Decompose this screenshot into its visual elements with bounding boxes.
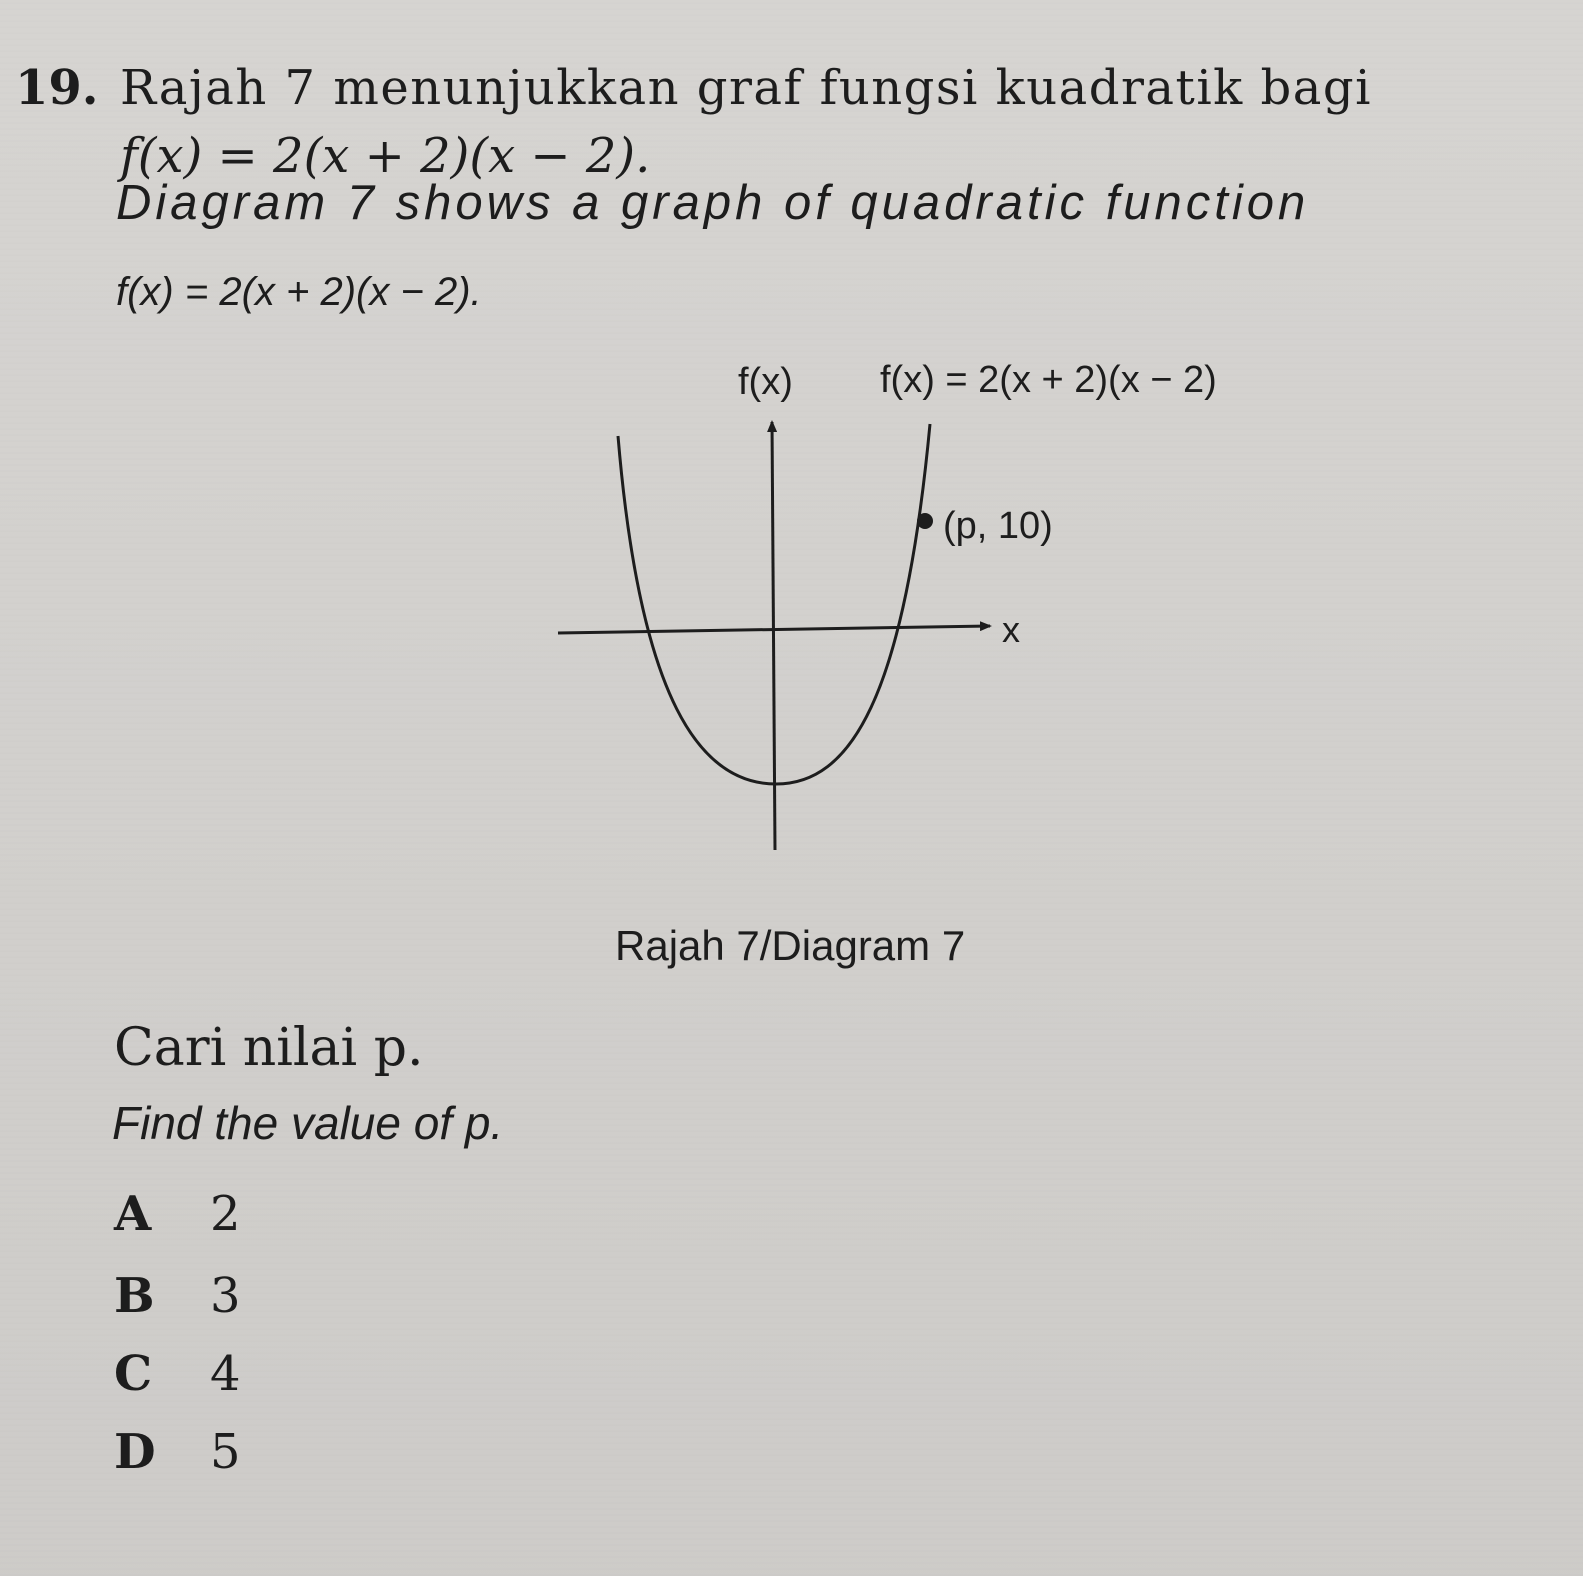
option-value: 4 [210, 1346, 241, 1402]
option-b[interactable] [114, 1268, 241, 1324]
prompt-malay: Cari nilai p. [114, 1018, 424, 1078]
diagram [540, 340, 1360, 880]
option-letter: D [114, 1424, 156, 1480]
question-malay-function: f(x) = 2(x + 2)(x − 2). [120, 128, 651, 184]
option-value: 5 [210, 1424, 241, 1480]
quadratic-graph [540, 340, 1360, 880]
option-d[interactable] [114, 1424, 241, 1480]
question-english-line1: Diagram 7 shows a graph of quadratic function [116, 176, 1310, 230]
diagram-caption: Rajah 7/Diagram 7 [615, 922, 966, 969]
option-letter: C [114, 1346, 153, 1402]
y-axis [772, 422, 775, 850]
equation-label: f(x) = 2(x + 2)(x − 2) [880, 359, 1217, 401]
question-english-function: f(x) = 2(x + 2)(x − 2). [116, 270, 482, 314]
option-a[interactable] [114, 1186, 241, 1242]
option-c[interactable] [114, 1346, 241, 1402]
option-letter: A [114, 1186, 152, 1242]
option-letter: B [114, 1268, 155, 1324]
point-marker [917, 513, 933, 529]
y-axis-label: f(x) [738, 361, 793, 403]
option-value: 2 [210, 1186, 241, 1242]
prompt-english: Find the value of p. [112, 1097, 504, 1149]
question-number: 19. [15, 60, 99, 116]
option-value: 3 [210, 1268, 241, 1324]
point-label: (p, 10) [943, 505, 1053, 547]
question-malay-line1: Rajah 7 menunjukkan graf fungsi kuadratik bagi [120, 60, 1372, 116]
x-axis-label: x [1002, 609, 1020, 650]
